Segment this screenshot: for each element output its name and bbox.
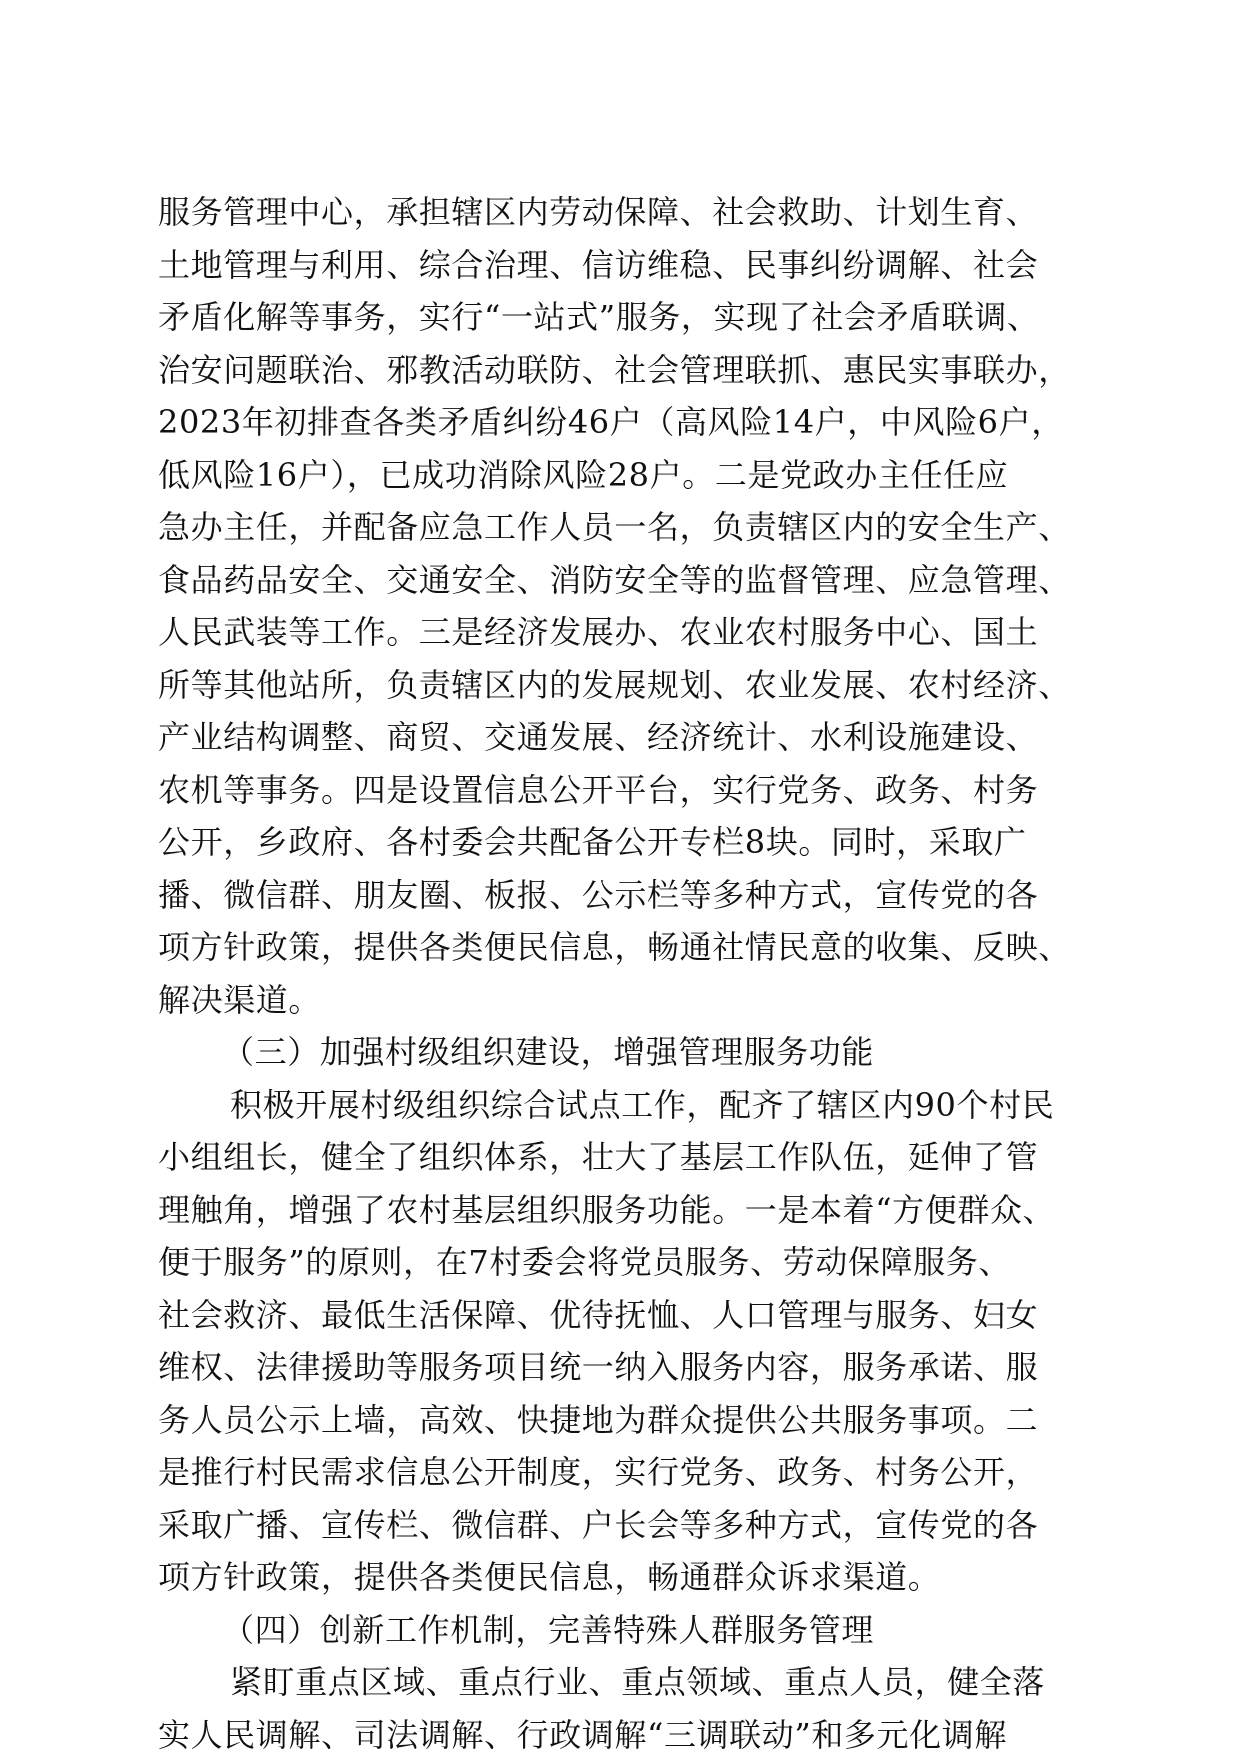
section-heading-3: （三）加强村级组织建设，增强管理服务功能 <box>158 1026 1090 1079</box>
text-line: 播、微信群、朋友圈、板报、公示栏等多种方式，宣传党的各 <box>158 869 1090 922</box>
text-line: 矛盾化解等事务，实行“一站式”服务，实现了社会矛盾联调、 <box>158 291 1090 344</box>
text-line: 小组组长，健全了组织体系，壮大了基层工作队伍，延伸了管 <box>158 1131 1090 1184</box>
text-line: 实人民调解、司法调解、行政调解“三调联动”和多元化调解 <box>158 1709 1090 1761</box>
section-heading-4: （四）创新工作机制，完善特殊人群服务管理 <box>158 1604 1090 1657</box>
text-line: 是推行村民需求信息公开制度，实行党务、政务、村务公开， <box>158 1446 1090 1499</box>
text-line: 食品药品安全、交通安全、消防安全等的监督管理、应急管理、 <box>158 554 1090 607</box>
text-line: 理触角，增强了农村基层组织服务功能。一是本着“方便群众、 <box>158 1184 1090 1237</box>
text-line: 项方针政策，提供各类便民信息，畅通群众诉求渠道。 <box>158 1551 1090 1604</box>
paragraph-mechanism <box>158 1656 1090 1761</box>
text-line: 解决渠道。 <box>158 974 1090 1027</box>
text-line: 便于服务”的原则，在7村委会将党员服务、劳动保障服务、 <box>158 1236 1090 1289</box>
text-line: 所等其他站所，负责辖区内的发展规划、农业发展、农村经济、 <box>158 659 1090 712</box>
text-line: 人民武装等工作。三是经济发展办、农业农村服务中心、国土 <box>158 606 1090 659</box>
text-line: 产业结构调整、商贸、交通发展、经济统计、水利设施建设、 <box>158 711 1090 764</box>
text-line: 公开，乡政府、各村委会共配备公开专栏8块。同时，采取广 <box>158 816 1090 869</box>
text-line: 采取广播、宣传栏、微信群、户长会等多种方式，宣传党的各 <box>158 1499 1090 1552</box>
text-line: 项方针政策，提供各类便民信息，畅通社情民意的收集、反映、 <box>158 921 1090 974</box>
text-line: 维权、法律援助等服务项目统一纳入服务内容，服务承诺、服 <box>158 1341 1090 1394</box>
text-line: 低风险16户），已成功消除风险28户。二是党政办主任任应 <box>158 449 1090 502</box>
text-line: 农机等事务。四是设置信息公开平台，实行党务、政务、村务 <box>158 764 1090 817</box>
text-line: 治安问题联治、邪教活动联防、社会管理联抓、惠民实事联办， <box>158 344 1090 397</box>
text-line: 务人员公示上墙，高效、快捷地为群众提供公共服务事项。二 <box>158 1394 1090 1447</box>
text-line: 土地管理与利用、综合治理、信访维稳、民事纠纷调解、社会 <box>158 239 1090 292</box>
document-body <box>158 186 1090 1761</box>
paragraph-village-organization <box>158 1079 1090 1604</box>
text-line: 2023年初排查各类矛盾纠纷46户（高风险14户，中风险6户， <box>158 396 1090 449</box>
text-line: 急办主任，并配备应急工作人员一名，负责辖区内的安全生产、 <box>158 501 1090 554</box>
text-line: 社会救济、最低生活保障、优待抚恤、人口管理与服务、妇女 <box>158 1289 1090 1342</box>
paragraph-service-center <box>158 186 1090 1026</box>
text-line: 紧盯重点区域、重点行业、重点领域、重点人员，健全落 <box>158 1656 1090 1709</box>
text-line: 积极开展村级组织综合试点工作，配齐了辖区内90个村民 <box>158 1079 1090 1132</box>
text-line: 服务管理中心，承担辖区内劳动保障、社会救助、计划生育、 <box>158 186 1090 239</box>
